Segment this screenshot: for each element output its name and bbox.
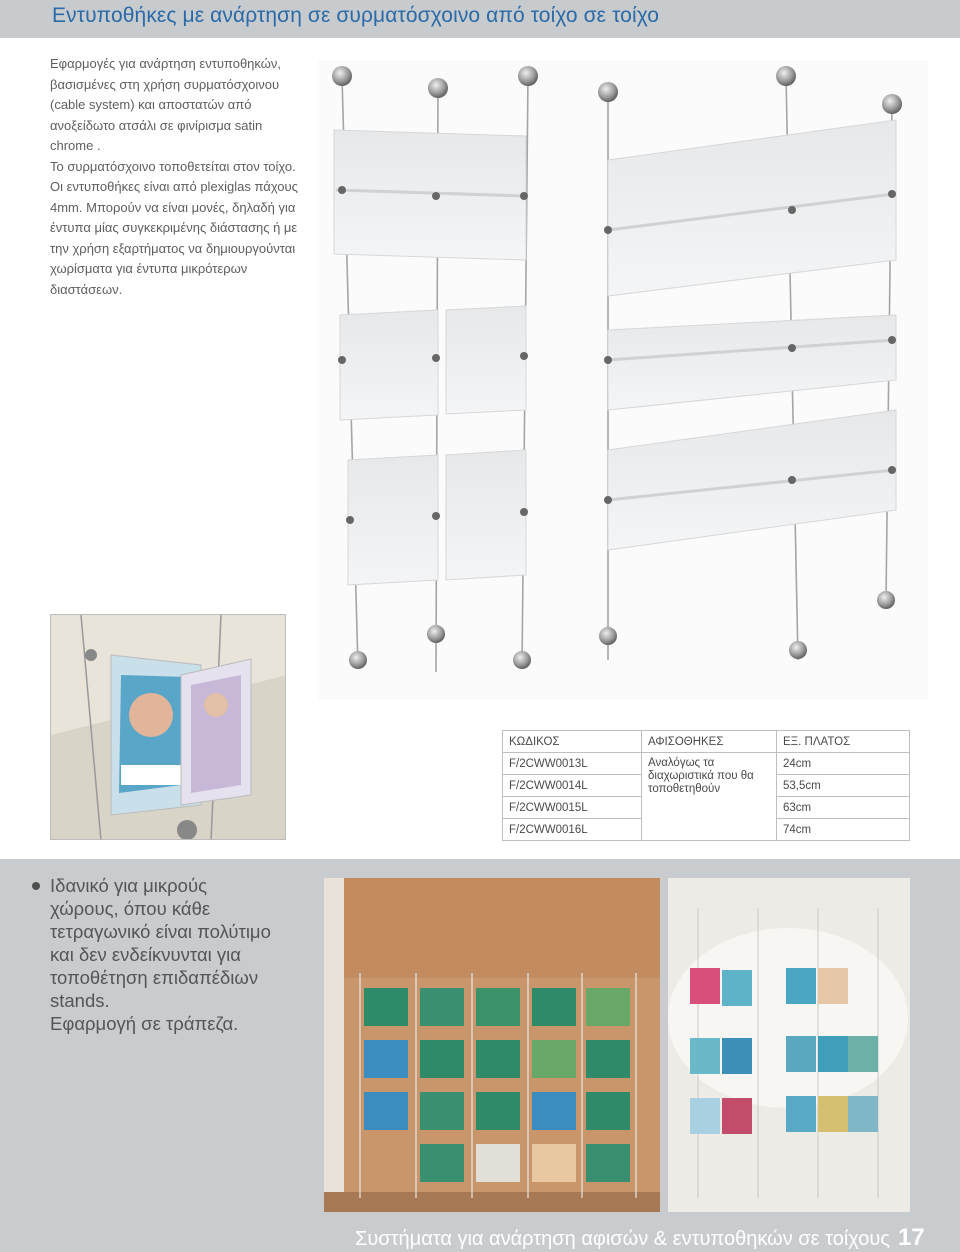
header-code: ΚΩΔΙΚΟΣ	[503, 731, 642, 753]
width-cell: 74cm	[777, 819, 910, 841]
intro-line: την χρήση εξαρτήματος να δημιουργούνται	[50, 240, 296, 256]
bullet-line: τετραγωνικό είναι πολύτιμο	[50, 921, 271, 942]
bullet-icon	[32, 882, 40, 890]
width-cell: 53,5cm	[777, 775, 910, 797]
page-footer	[355, 1224, 925, 1252]
bullet-line: και δεν ενδείκνυνται για	[50, 944, 241, 965]
bullet-line: stands.	[50, 990, 110, 1011]
code-cell: F/2CWW0013L	[503, 753, 642, 775]
width-cell: 24cm	[777, 753, 910, 775]
intro-line: 4mm. Μπορούν να είναι μονές, δηλαδή για	[50, 199, 296, 215]
intro-line: Εφαρμογές για ανάρτηση εντυποθηκών,	[50, 56, 282, 71]
intro-line: χωρίσματα για έντυπα μικρότερων	[50, 261, 248, 276]
bullet-line: Ιδανικό για μικρούς	[50, 875, 208, 896]
code-cell: F/2CWW0016L	[503, 819, 642, 841]
bullet-line: τοποθέτηση επιδαπέδιων	[50, 967, 259, 988]
product-photo-shelves	[318, 60, 928, 700]
bullet-line: Εφαρμογή σε τράπεζα.	[50, 1013, 239, 1034]
intro-line: ανοξείδωτο ατσάλι σε φινίρισμα satin	[50, 117, 263, 133]
bullet-line: χώρους, όπου κάθε	[50, 898, 211, 919]
intro-line: έντυπα μίας συγκεκριμένης διάστασης ή με	[50, 220, 298, 235]
feature-bullet	[32, 874, 304, 1035]
header-width: ΕΞ. ΠΛΑΤΟΣ	[777, 731, 910, 753]
office-wall-photo	[668, 878, 910, 1212]
footer-text: Συστήματα για ανάρτηση αφισών & εντυποθηκών σε τοίχους	[355, 1228, 890, 1250]
page-title: Εντυποθήκες με ανάρτηση σε συρματόσχοινο από τοίχο σε τοίχο	[52, 4, 660, 27]
intro-line: διαστάσεων.	[50, 281, 123, 297]
brochure-photo	[50, 614, 286, 840]
table-row	[503, 753, 910, 775]
spec-table	[502, 730, 910, 841]
header-posters: ΑΦΙΣΟΘΗΚΕΣ	[642, 731, 777, 753]
intro-line: βασισμένες στη χρήση συρματόσχοινου	[50, 76, 280, 92]
intro-text	[50, 54, 318, 300]
intro-line: Οι εντυποθήκες είναι από plexiglas πάχους	[50, 179, 298, 194]
intro-line: (cable system) και αποστατών από	[50, 97, 252, 112]
intro-line: Το συρματόσχοινο τοποθετείται στον τοίχο.	[50, 158, 296, 174]
code-cell: F/2CWW0015L	[503, 797, 642, 819]
bank-wall-photo	[324, 878, 660, 1212]
width-cell: 63cm	[777, 797, 910, 819]
page-number: 17	[897, 1224, 925, 1251]
intro-line: chrome .	[50, 138, 101, 153]
table-header-row	[503, 731, 910, 753]
description-cell: Αναλόγως τα διαχωριστικά που θα τοποθετηθούν	[642, 753, 777, 841]
code-cell: F/2CWW0014L	[503, 775, 642, 797]
